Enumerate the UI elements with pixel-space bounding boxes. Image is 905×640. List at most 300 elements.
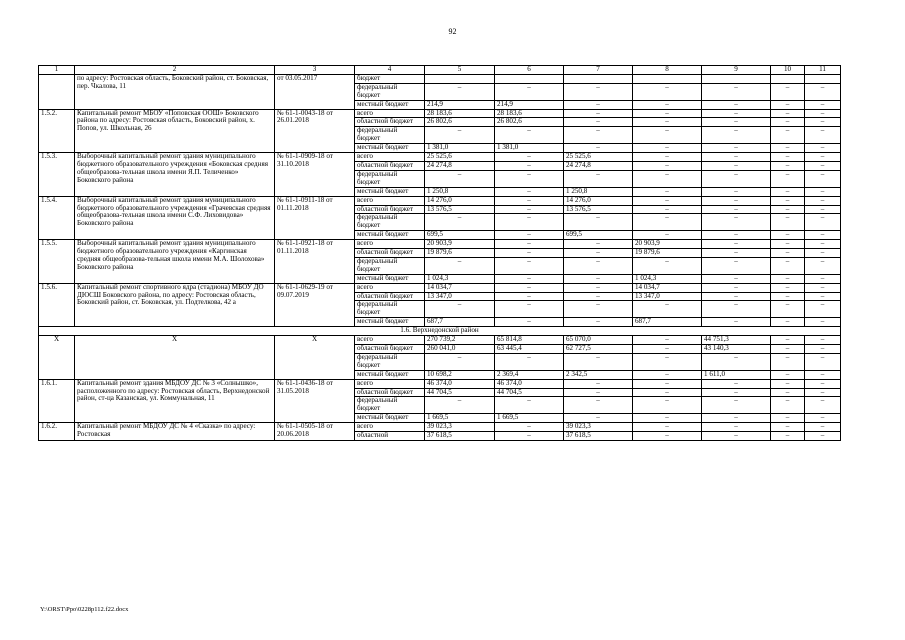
amount-cell: – — [771, 249, 805, 258]
amount-cell: 1 381,0 — [495, 144, 564, 153]
amount-cell: – — [771, 336, 805, 345]
amount-cell: – — [633, 118, 702, 127]
amount-cell: 26 802,6 — [495, 118, 564, 127]
amount-cell: – — [805, 170, 841, 187]
amount-cell: 2 369,4 — [495, 370, 564, 379]
amount-cell: – — [805, 274, 841, 283]
amount-cell: 24 274,8 — [425, 161, 495, 170]
section-row — [39, 327, 841, 336]
amount-cell: – — [771, 127, 805, 144]
amount-cell: – — [564, 83, 633, 100]
object-name: Капитальный ремонт здания МБДОУ ДС № 3 «Солнышко», расположенного по адресу: Ростовская область, Верхнедонской район, ст-ца Казанская, ул. Коммунальная, 11 — [75, 379, 275, 423]
amount-cell: 20 903,9 — [633, 240, 702, 249]
budget-table — [38, 65, 841, 441]
amount-cell: – — [495, 249, 564, 258]
amount-cell: – — [805, 118, 841, 127]
amount-cell: 25 525,6 — [564, 153, 633, 162]
amount-cell — [633, 74, 702, 83]
funding-source: областной — [355, 432, 425, 441]
funding-source: федеральный бюджет — [355, 397, 425, 414]
amount-cell: – — [564, 144, 633, 153]
document-number: Х — [275, 336, 355, 380]
amount-cell: 1 381,0 — [425, 144, 495, 153]
amount-cell: – — [495, 301, 564, 318]
amount-cell: – — [564, 414, 633, 423]
amount-cell: 24 274,8 — [564, 161, 633, 170]
amount-cell: – — [564, 274, 633, 283]
amount-cell: – — [702, 83, 771, 100]
amount-cell: – — [633, 397, 702, 414]
amount-cell: – — [702, 353, 771, 370]
object-name: по адресу: Ростовская область, Боковский район, ст. Боковская, пер. Чкалова, 11 — [75, 74, 275, 109]
document-number: № 61-1-0436-18 от 31.05.2018 — [275, 379, 355, 423]
amount-cell: 13 347,0 — [425, 292, 495, 301]
funding-source: областной бюджет — [355, 345, 425, 354]
column-number: 3 — [275, 66, 355, 75]
funding-source: федеральный бюджет — [355, 257, 425, 274]
amount-cell: – — [633, 109, 702, 118]
amount-cell: – — [633, 336, 702, 345]
funding-source: всего — [355, 109, 425, 118]
amount-cell: – — [564, 388, 633, 397]
item-number: 1.6.2. — [39, 423, 75, 441]
amount-cell: – — [771, 205, 805, 214]
amount-cell: – — [633, 414, 702, 423]
amount-cell: – — [425, 257, 495, 274]
amount-cell: – — [564, 257, 633, 274]
amount-cell: – — [702, 205, 771, 214]
column-number: 4 — [355, 66, 425, 75]
amount-cell: – — [805, 336, 841, 345]
funding-source: всего — [355, 379, 425, 388]
object-name: Капитальный ремонт МБДОУ ДС № 4 «Сказка» по адресу: Ростовская — [75, 423, 275, 441]
amount-cell: – — [771, 170, 805, 187]
amount-cell: – — [564, 397, 633, 414]
amount-cell: 687,7 — [633, 318, 702, 327]
amount-cell: – — [771, 432, 805, 441]
amount-cell: – — [805, 153, 841, 162]
amount-cell: – — [771, 231, 805, 240]
amount-cell: – — [564, 353, 633, 370]
amount-cell: 687,7 — [425, 318, 495, 327]
amount-cell: – — [702, 257, 771, 274]
amount-cell: – — [771, 144, 805, 153]
amount-cell: – — [771, 292, 805, 301]
funding-source: федеральный бюджет — [355, 83, 425, 100]
object-name: Выборочный капитальный ремонт здания муниципального бюджетного образовательного учреждения «Грачевская средняя общеобразова-тельная школа имени С.Ф. Лиховидова» Боковского района — [75, 196, 275, 240]
amount-cell: – — [702, 397, 771, 414]
amount-cell: – — [805, 318, 841, 327]
amount-cell: 13 576,5 — [425, 205, 495, 214]
amount-cell: – — [805, 161, 841, 170]
amount-cell: – — [633, 231, 702, 240]
amount-cell: – — [564, 292, 633, 301]
amount-cell: – — [564, 249, 633, 258]
amount-cell: 1 669,5 — [495, 414, 564, 423]
amount-cell: – — [564, 301, 633, 318]
amount-cell: – — [633, 257, 702, 274]
amount-cell: – — [564, 283, 633, 292]
amount-cell: 44 704,5 — [425, 388, 495, 397]
amount-cell: – — [495, 292, 564, 301]
funding-source: всего — [355, 336, 425, 345]
amount-cell: – — [805, 187, 841, 196]
amount-cell: – — [564, 318, 633, 327]
amount-cell: – — [702, 231, 771, 240]
funding-source: всего — [355, 196, 425, 205]
amount-cell: – — [702, 127, 771, 144]
amount-cell: 19 879,6 — [633, 249, 702, 258]
amount-cell: – — [495, 214, 564, 231]
funding-source: местный бюджет — [355, 318, 425, 327]
amount-cell: – — [805, 214, 841, 231]
amount-cell: – — [805, 283, 841, 292]
funding-source: всего — [355, 423, 425, 432]
table-row — [39, 74, 841, 83]
amount-cell: – — [771, 240, 805, 249]
amount-cell: – — [633, 170, 702, 187]
amount-cell: – — [805, 100, 841, 109]
document-number: № 61-1-0911-18 от 01.11.2018 — [275, 196, 355, 240]
document-number: № 61-1-0921-18 от 01.11.2018 — [275, 240, 355, 284]
table-row — [39, 153, 841, 162]
funding-source: местный бюджет — [355, 187, 425, 196]
amount-cell: – — [633, 205, 702, 214]
funding-source: местный бюджет — [355, 144, 425, 153]
amount-cell: – — [633, 345, 702, 354]
table-row — [39, 336, 841, 345]
column-number: 11 — [805, 66, 841, 75]
amount-cell: 699,5 — [564, 231, 633, 240]
object-name: Капитальный ремонт спортивного ядра (стадиона) МБОУ ДО ДЮСШ Боковского района, по адресу: Ростовская область, Боковский район, ст. Боковская, ул. Подтелкова, 42 а — [75, 283, 275, 327]
funding-source: областной бюджет — [355, 388, 425, 397]
amount-cell: – — [633, 196, 702, 205]
document-number: от 03.05.2017 — [275, 74, 355, 109]
table-row — [39, 423, 841, 432]
amount-cell: – — [495, 127, 564, 144]
amount-cell: – — [702, 379, 771, 388]
amount-cell: – — [771, 83, 805, 100]
amount-cell: – — [702, 187, 771, 196]
amount-cell: – — [702, 153, 771, 162]
column-number: 10 — [771, 66, 805, 75]
amount-cell: – — [771, 379, 805, 388]
column-number: 6 — [495, 66, 564, 75]
amount-cell: – — [771, 187, 805, 196]
amount-cell: – — [495, 153, 564, 162]
amount-cell: – — [702, 318, 771, 327]
column-number: 2 — [75, 66, 275, 75]
amount-cell: – — [805, 83, 841, 100]
amount-cell: – — [805, 397, 841, 414]
column-number-row — [39, 66, 841, 75]
amount-cell: 19 879,6 — [425, 249, 495, 258]
amount-cell: – — [805, 144, 841, 153]
amount-cell: – — [702, 292, 771, 301]
amount-cell: – — [564, 127, 633, 144]
amount-cell: 62 727,5 — [564, 345, 633, 354]
amount-cell: 260 041,0 — [425, 345, 495, 354]
amount-cell: 46 374,0 — [425, 379, 495, 388]
amount-cell: 14 034,7 — [633, 283, 702, 292]
item-number: 1.5.5. — [39, 240, 75, 284]
document-number: № 61-1-0043-18 от 26.01.2018 — [275, 109, 355, 153]
funding-source: областной бюджет — [355, 118, 425, 127]
document-number: № 61-1-0505-18 от 20.06.2018 — [275, 423, 355, 441]
amount-cell: 13 576,5 — [564, 205, 633, 214]
amount-cell: – — [805, 127, 841, 144]
amount-cell: – — [495, 161, 564, 170]
amount-cell: 28 183,6 — [425, 109, 495, 118]
amount-cell: – — [702, 118, 771, 127]
amount-cell: – — [495, 231, 564, 240]
item-number: 1.6.1. — [39, 379, 75, 423]
amount-cell: 43 140,3 — [702, 345, 771, 354]
amount-cell: – — [771, 423, 805, 432]
amount-cell: – — [805, 353, 841, 370]
amount-cell: – — [771, 370, 805, 379]
amount-cell: – — [495, 170, 564, 187]
amount-cell: 10 698,2 — [425, 370, 495, 379]
item-number: 1.5.2. — [39, 109, 75, 153]
column-number: 9 — [702, 66, 771, 75]
amount-cell: – — [702, 214, 771, 231]
amount-cell: – — [633, 83, 702, 100]
amount-cell: – — [771, 274, 805, 283]
amount-cell: 25 525,6 — [425, 153, 495, 162]
amount-cell: – — [771, 100, 805, 109]
amount-cell: – — [425, 397, 495, 414]
amount-cell: – — [702, 423, 771, 432]
amount-cell: – — [771, 161, 805, 170]
document-number: № 61-1-0629-19 от 09.07.2019 — [275, 283, 355, 327]
amount-cell: – — [805, 240, 841, 249]
amount-cell: 26 802,6 — [425, 118, 495, 127]
amount-cell: 2 342,5 — [564, 370, 633, 379]
amount-cell: – — [771, 353, 805, 370]
amount-cell: – — [495, 283, 564, 292]
amount-cell: – — [771, 257, 805, 274]
amount-cell: – — [805, 109, 841, 118]
amount-cell: – — [771, 283, 805, 292]
amount-cell: – — [495, 274, 564, 283]
amount-cell: – — [805, 379, 841, 388]
table-row — [39, 240, 841, 249]
funding-source: всего — [355, 240, 425, 249]
amount-cell: – — [564, 170, 633, 187]
amount-cell: – — [495, 187, 564, 196]
amount-cell: – — [702, 301, 771, 318]
column-number: 1 — [39, 66, 75, 75]
amount-cell: – — [702, 144, 771, 153]
amount-cell: – — [633, 353, 702, 370]
amount-cell: – — [702, 283, 771, 292]
amount-cell: – — [633, 100, 702, 109]
amount-cell: – — [702, 274, 771, 283]
amount-cell: – — [805, 196, 841, 205]
amount-cell: – — [805, 388, 841, 397]
funding-source: местный бюджет — [355, 414, 425, 423]
amount-cell: – — [495, 196, 564, 205]
amount-cell: 44 704,5 — [495, 388, 564, 397]
amount-cell: – — [564, 240, 633, 249]
amount-cell: 39 023,3 — [425, 423, 495, 432]
funding-source: бюджет — [355, 74, 425, 83]
funding-source: областной бюджет — [355, 249, 425, 258]
object-name: Выборочный капитальный ремонт здания муниципального бюджетного образовательного учреждения «Каргинская средняя общеобразова-тельная школа имени М.А. Шолохова» Боковского района — [75, 240, 275, 284]
amount-cell: – — [805, 257, 841, 274]
amount-cell: 13 347,0 — [633, 292, 702, 301]
funding-source: местный бюджет — [355, 274, 425, 283]
amount-cell: 1 669,5 — [425, 414, 495, 423]
amount-cell: 699,5 — [425, 231, 495, 240]
funding-source: всего — [355, 153, 425, 162]
amount-cell: 1 024,3 — [633, 274, 702, 283]
amount-cell: 65 070,0 — [564, 336, 633, 345]
item-number: 1.5.3. — [39, 153, 75, 197]
amount-cell: – — [805, 432, 841, 441]
amount-cell: 14 276,0 — [564, 196, 633, 205]
amount-cell: – — [805, 370, 841, 379]
amount-cell: 214,9 — [495, 100, 564, 109]
amount-cell: – — [633, 127, 702, 144]
amount-cell: – — [771, 414, 805, 423]
table-row — [39, 283, 841, 292]
amount-cell: – — [771, 345, 805, 354]
amount-cell: 46 374,0 — [495, 379, 564, 388]
amount-cell: – — [564, 109, 633, 118]
amount-cell: 1 611,0 — [702, 370, 771, 379]
amount-cell: 37 618,5 — [425, 432, 495, 441]
amount-cell: – — [564, 379, 633, 388]
amount-cell: – — [702, 170, 771, 187]
object-name: Выборочный капитальный ремонт здания муниципального бюджетного образовательного учреждения «Боковская средняя общеобразова-тельная школа имени Я.П. Теличенко» Боковского района — [75, 153, 275, 197]
amount-cell: – — [425, 170, 495, 187]
amount-cell: – — [805, 345, 841, 354]
page-number: 92 — [448, 27, 457, 36]
funding-source: федеральный бюджет — [355, 301, 425, 318]
amount-cell: – — [425, 83, 495, 100]
document-number: № 61-1-0909-18 от 31.10.2018 — [275, 153, 355, 197]
amount-cell: 14 276,0 — [425, 196, 495, 205]
amount-cell: 63 445,4 — [495, 345, 564, 354]
table-row — [39, 379, 841, 388]
amount-cell: – — [495, 240, 564, 249]
amount-cell: – — [564, 118, 633, 127]
funding-source: федеральный бюджет — [355, 353, 425, 370]
amount-cell: – — [495, 432, 564, 441]
amount-cell: – — [805, 292, 841, 301]
amount-cell: 1 250,8 — [564, 187, 633, 196]
amount-cell: – — [771, 214, 805, 231]
amount-cell: 28 183,6 — [495, 109, 564, 118]
amount-cell: – — [702, 414, 771, 423]
funding-source: местный бюджет — [355, 231, 425, 240]
item-number: 1.5.6. — [39, 283, 75, 327]
amount-cell: – — [702, 240, 771, 249]
table-row — [39, 196, 841, 205]
amount-cell: – — [805, 423, 841, 432]
amount-cell — [771, 74, 805, 83]
amount-cell: – — [633, 301, 702, 318]
funding-source: областной бюджет — [355, 161, 425, 170]
object-name: Капитальный ремонт МБОУ «Поповская ООШ» Боковского района по адресу: Ростовская область, Боковский район, х. Попов, ул. Школьная, 26 — [75, 109, 275, 153]
footer-file-path: Y:\ORST\Ppo\0228p112.f22.docx — [40, 606, 129, 613]
amount-cell: – — [495, 205, 564, 214]
amount-cell: – — [771, 153, 805, 162]
amount-cell: – — [771, 109, 805, 118]
amount-cell: 1 024,3 — [425, 274, 495, 283]
amount-cell: – — [702, 161, 771, 170]
amount-cell: – — [633, 153, 702, 162]
amount-cell: 44 751,3 — [702, 336, 771, 345]
amount-cell: – — [633, 423, 702, 432]
amount-cell: 37 618,5 — [564, 432, 633, 441]
amount-cell: – — [495, 83, 564, 100]
amount-cell: – — [425, 127, 495, 144]
item-number — [39, 74, 75, 109]
amount-cell: – — [702, 249, 771, 258]
amount-cell — [564, 74, 633, 83]
column-number: 7 — [564, 66, 633, 75]
amount-cell: – — [564, 100, 633, 109]
amount-cell: – — [805, 231, 841, 240]
table-row — [39, 109, 841, 118]
amount-cell: – — [495, 423, 564, 432]
amount-cell: – — [495, 353, 564, 370]
amount-cell: 270 739,2 — [425, 336, 495, 345]
funding-source: областной бюджет — [355, 205, 425, 214]
section-title: 1.6. Верхнедонской район — [39, 327, 841, 336]
amount-cell: – — [771, 301, 805, 318]
amount-cell: 20 903,9 — [425, 240, 495, 249]
amount-cell: – — [633, 214, 702, 231]
amount-cell: – — [633, 161, 702, 170]
amount-cell: 214,9 — [425, 100, 495, 109]
amount-cell: – — [805, 205, 841, 214]
funding-source: всего — [355, 283, 425, 292]
amount-cell: – — [495, 257, 564, 274]
amount-cell: 65 814,8 — [495, 336, 564, 345]
funding-source: федеральный бюджет — [355, 214, 425, 231]
amount-cell: – — [495, 397, 564, 414]
amount-cell: – — [495, 318, 564, 327]
amount-cell: – — [425, 353, 495, 370]
funding-source: федеральный бюджет — [355, 170, 425, 187]
column-number: 8 — [633, 66, 702, 75]
item-number: Х — [39, 336, 75, 380]
amount-cell: – — [805, 249, 841, 258]
amount-cell: – — [771, 118, 805, 127]
amount-cell: – — [771, 397, 805, 414]
amount-cell: – — [633, 388, 702, 397]
amount-cell: – — [805, 301, 841, 318]
amount-cell: 14 034,7 — [425, 283, 495, 292]
amount-cell: – — [633, 144, 702, 153]
amount-cell: – — [702, 432, 771, 441]
amount-cell: – — [633, 187, 702, 196]
amount-cell: 39 023,3 — [564, 423, 633, 432]
funding-source: местный бюджет — [355, 370, 425, 379]
funding-source: областной бюджет — [355, 292, 425, 301]
amount-cell — [805, 74, 841, 83]
amount-cell: – — [702, 388, 771, 397]
amount-cell: – — [702, 109, 771, 118]
column-number: 5 — [425, 66, 495, 75]
amount-cell: – — [425, 301, 495, 318]
funding-source: федеральный бюджет — [355, 127, 425, 144]
amount-cell: – — [633, 432, 702, 441]
